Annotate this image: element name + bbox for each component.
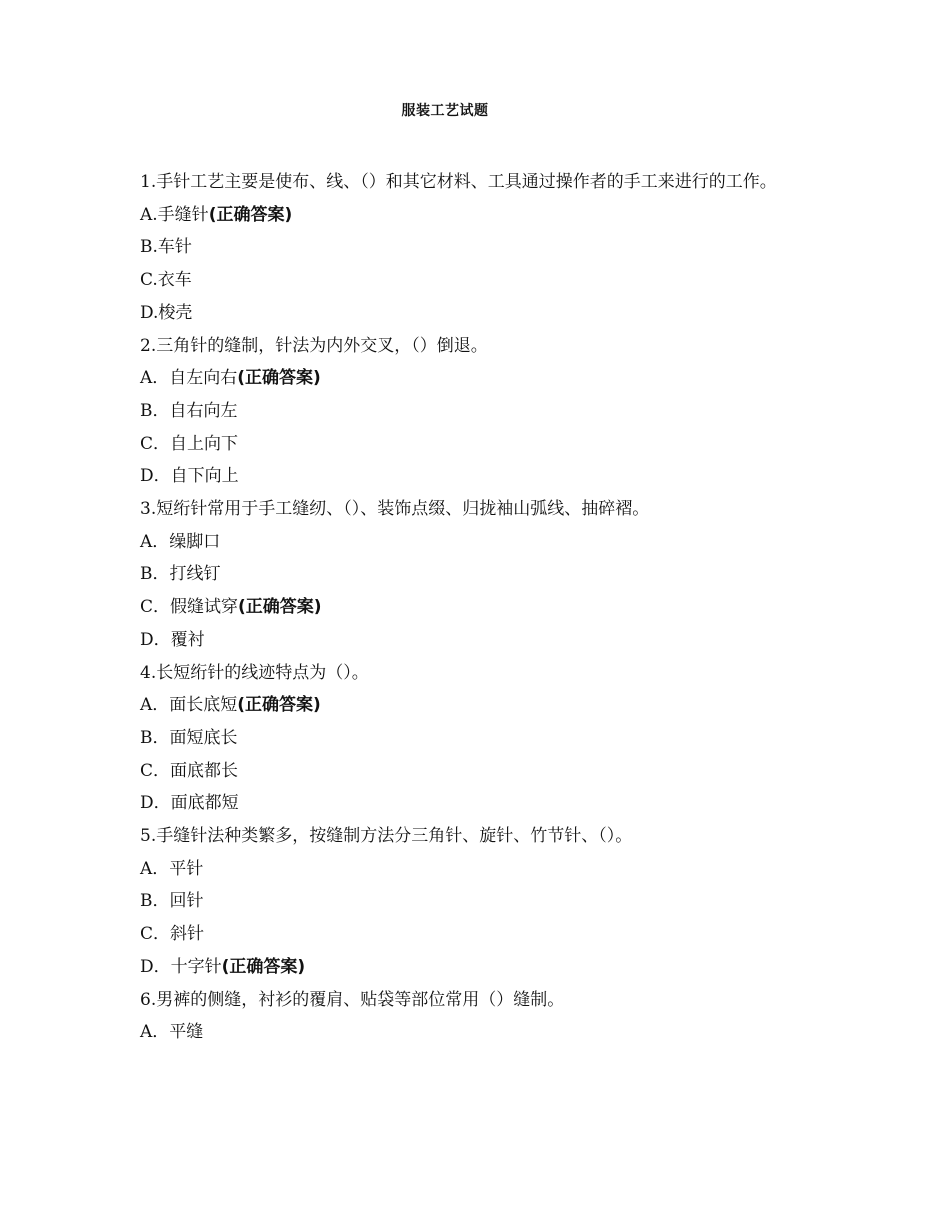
correct-answer-tag: (正确答案) — [237, 695, 321, 716]
question-stem: 1.手针工艺主要是使布、线、（）和其它材料、工具通过操作者的手工来进行的工作。 — [140, 172, 777, 192]
option-text: B．回针 — [140, 891, 204, 912]
correct-answer-tag: (正确答案) — [221, 956, 306, 977]
option-text: D．面底都短 — [140, 793, 239, 814]
answer-option — [140, 362, 820, 395]
answer-option — [140, 1016, 820, 1049]
question-list — [140, 166, 820, 1049]
option-text: A．自左向右 — [140, 368, 238, 389]
option-text: D．覆衬 — [140, 629, 205, 650]
option-text: A．缲脚口 — [140, 531, 221, 552]
correct-answer-tag: (正确答案) — [208, 204, 293, 225]
question-stem: 3.短绗针常用于手工缝纫、（）、装饰点缀、归拢袖山弧线、抽碎褶。 — [140, 499, 650, 520]
answer-option — [140, 199, 820, 232]
answer-option — [140, 624, 820, 657]
option-text: B．面短底长 — [140, 727, 238, 748]
answer-option — [140, 755, 820, 788]
option-text: A．平缝 — [140, 1022, 204, 1043]
question-stem: 2.三角针的缝制，针法为内外交叉，（）倒退。 — [140, 335, 488, 356]
correct-answer-tag: (正确答案) — [238, 597, 322, 618]
option-text: C.衣车 — [140, 270, 192, 291]
answer-option — [140, 460, 820, 493]
option-text: C．斜针 — [140, 924, 205, 945]
answer-option — [140, 951, 820, 984]
option-text: D．自下向上 — [140, 466, 239, 487]
answer-option — [140, 526, 820, 559]
answer-option — [140, 853, 820, 886]
answer-option — [140, 885, 820, 918]
option-text: A．面长底短 — [140, 695, 238, 716]
answer-option — [140, 787, 820, 820]
option-text: B.车针 — [140, 237, 192, 258]
question-stem: 5.手缝针法种类繁多，按缝制方法分三角针、旋针、竹节针、（）。 — [140, 826, 633, 847]
answer-option — [140, 428, 820, 461]
option-text: C．面底都长 — [140, 760, 239, 781]
answer-option — [140, 558, 820, 591]
option-text: C．自上向下 — [140, 433, 239, 454]
answer-option — [140, 722, 820, 755]
answer-option — [140, 591, 820, 624]
page-title: 服装工艺试题 — [401, 103, 489, 119]
answer-option — [140, 264, 820, 297]
question-stem: 6.男裤的侧缝，衬衫的覆肩、贴袋等部位常用（）缝制。 — [140, 989, 565, 1010]
answer-option — [140, 395, 820, 428]
option-text: B．打线钉 — [140, 564, 221, 585]
correct-answer-tag: (正确答案) — [237, 368, 321, 389]
option-text: A．平针 — [140, 858, 204, 879]
option-text: A.手缝针 — [140, 204, 209, 225]
option-text: D.梭壳 — [140, 302, 193, 323]
answer-option — [140, 297, 820, 330]
option-text: D．十字针 — [140, 956, 222, 977]
question-stem: 4.长短绗针的线迹特点为（）。 — [140, 662, 369, 683]
answer-option — [140, 689, 820, 722]
answer-option — [140, 918, 820, 951]
option-text: C．假缝试穿 — [140, 597, 239, 618]
answer-option — [140, 231, 820, 264]
option-text: B．自右向左 — [140, 400, 238, 421]
